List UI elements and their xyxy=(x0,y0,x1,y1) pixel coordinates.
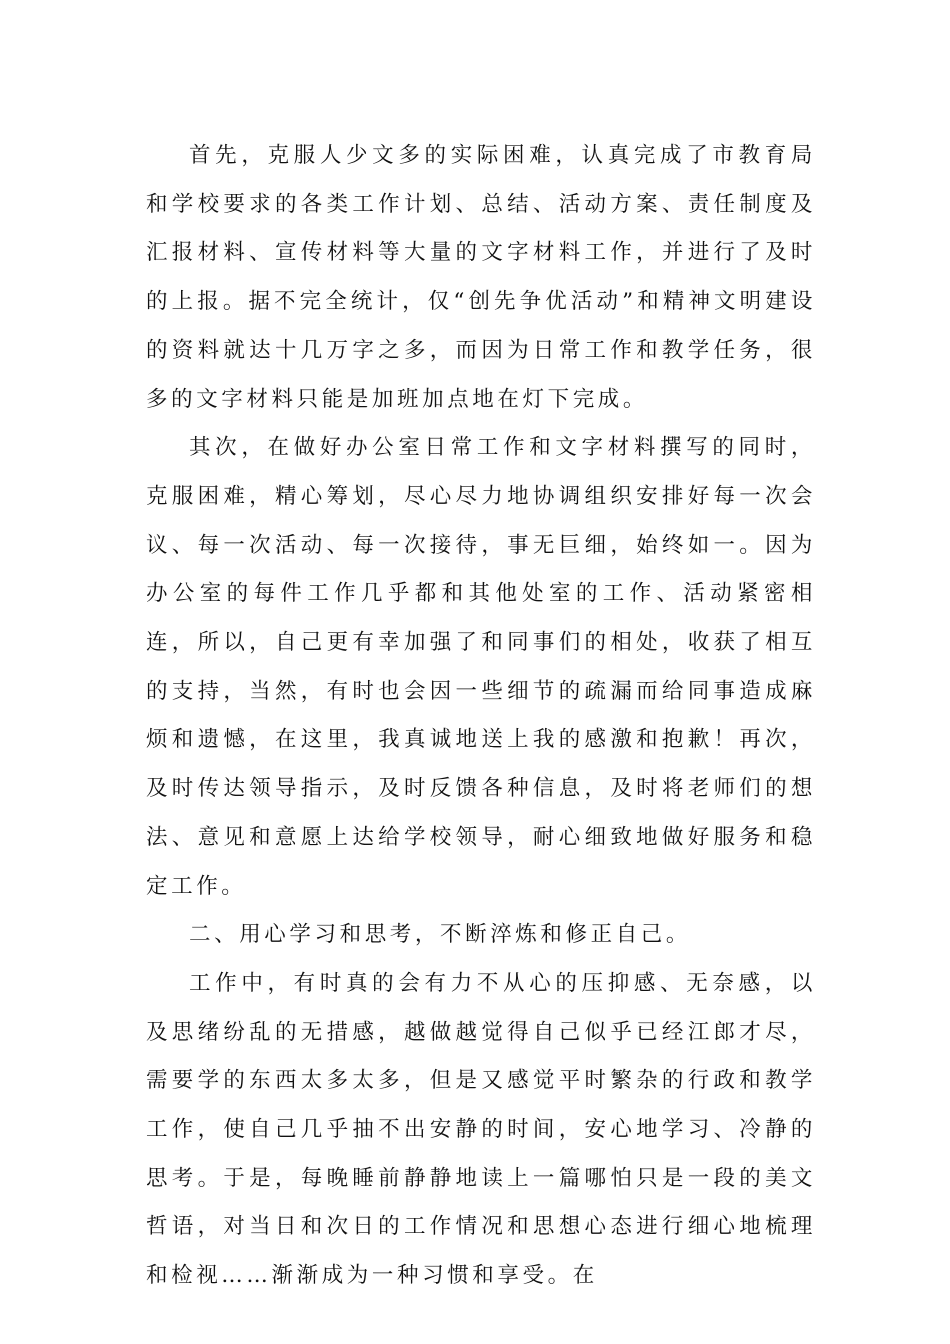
paragraph-reflection: 工作中，有时真的会有力不从心的压抑感、无奈感，以及思绪纷乱的无措感，越做越觉得自己似乎已经江郎才尽，需要学的东西太多太多，但是又感觉平时繁杂的行政和教学工作，使自己几乎抽不出安静的时间，安心地学习、冷静的思考。于是，每晚睡前静静地读上一篇哪怕只是一段的美文哲语，对当日和次日的工作情况和思想心态进行细心地梳理和检视……渐渐成为一种习惯和享受。在 xyxy=(146,970,816,1289)
section-heading-learning: 二、用心学习和思考，不断淬炼和修正自己。 xyxy=(189,922,692,948)
paragraph-office-coordination: 其次，在做好办公室日常工作和文字材料撰写的同时，克服困难，精心筹划，尽心尽力地协调组织安排好每一次会议、每一次活动、每一次接待，事无巨细，始终如一。因为办公室的每件工作几乎都和其他处室的工作、活动紧密相连，所以，自己更有幸加强了和同事们的相处，收获了相互的支持，当然，有时也会因一些细节的疏漏而给同事造成麻烦和遗憾，在这里，我真诚地送上我的感激和抱歉！再次，及时传达领导指示，及时反馈各种信息，及时将老师们的想法、意见和意愿上达给学校领导，耐心细致地做好服务和稳定工作。 xyxy=(146,435,816,899)
paragraph-work-materials: 首先，克服人少文多的实际困难，认真完成了市教育局和学校要求的各类工作计划、总结、活动方案、责任制度及汇报材料、宣传材料等大量的文字材料工作，并进行了及时的上报。据不完全统计，仅“创先争优活动”和精神文明建设的资料就达十几万字之多，而因为日常工作和教学任务，很多的文字材料只能是加班加点地在灯下完成。 xyxy=(146,143,816,412)
document-body xyxy=(146,132,816,1301)
